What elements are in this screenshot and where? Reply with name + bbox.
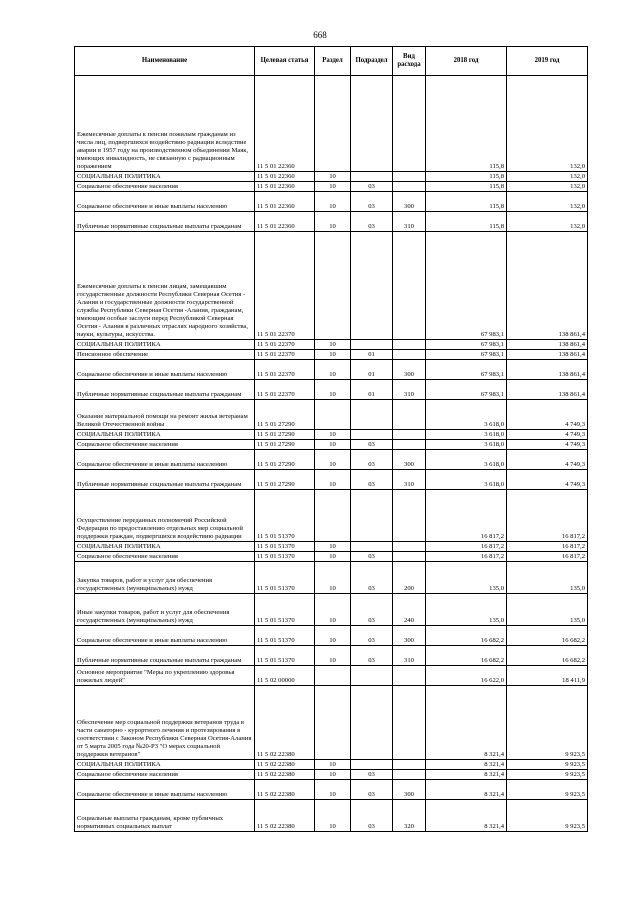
table-row — [75, 450, 588, 470]
row-2019: 4 749,3 — [507, 470, 588, 490]
row-expense-type — [393, 770, 426, 780]
row-2018: 135,0 — [426, 594, 507, 626]
row-expense-type — [393, 542, 426, 552]
table-row — [75, 490, 588, 542]
table-row — [75, 770, 588, 780]
row-expense-type — [393, 686, 426, 760]
row-2019: 16 682,2 — [507, 626, 588, 646]
row-2018: 135,0 — [426, 562, 507, 594]
table-row — [75, 440, 588, 450]
row-subsection — [351, 490, 393, 542]
row-name: СОЦИАЛЬНАЯ ПОЛИТИКА — [75, 760, 255, 770]
row-subsection: 03 — [351, 562, 393, 594]
table-header — [75, 47, 588, 76]
row-2019: 16 817,2 — [507, 552, 588, 562]
row-subsection: 01 — [351, 350, 393, 360]
row-section: 10 — [315, 542, 351, 552]
row-name: Социальное обеспечение населения — [75, 182, 255, 192]
row-2018: 3 618,0 — [426, 440, 507, 450]
row-target: 11 5 01 22360 — [255, 192, 315, 212]
row-expense-type — [393, 760, 426, 770]
table-row — [75, 470, 588, 490]
row-2018: 8 321,4 — [426, 770, 507, 780]
row-target: 11 5 01 22370 — [255, 380, 315, 400]
row-2019: 4 749,3 — [507, 450, 588, 470]
row-name: Иные закупки товаров, работ и услуг для обеспечения государственных (муниципальных) нужд — [75, 594, 255, 626]
row-2019: 9 923,5 — [507, 686, 588, 760]
row-target: 11 5 01 22370 — [255, 340, 315, 350]
row-name: Социальное обеспечение и иные выплаты населению — [75, 450, 255, 470]
row-section: 10 — [315, 380, 351, 400]
row-target: 11 5 01 27290 — [255, 400, 315, 430]
row-expense-type: 200 — [393, 562, 426, 594]
row-2019: 138 861,4 — [507, 380, 588, 400]
row-section: 10 — [315, 172, 351, 182]
row-expense-type — [393, 182, 426, 192]
row-2019: 135,0 — [507, 594, 588, 626]
row-target: 11 5 02 22380 — [255, 800, 315, 832]
row-subsection: 01 — [351, 360, 393, 380]
row-subsection — [351, 340, 393, 350]
row-subsection: 03 — [351, 552, 393, 562]
row-2018: 67 983,1 — [426, 360, 507, 380]
row-2018: 8 321,4 — [426, 686, 507, 760]
row-subsection — [351, 76, 393, 172]
row-2018: 16 622,0 — [426, 666, 507, 686]
table-row — [75, 430, 588, 440]
row-expense-type — [393, 340, 426, 350]
row-target: 11 5 01 51370 — [255, 594, 315, 626]
table-row — [75, 686, 588, 760]
table-body — [75, 76, 588, 832]
page-number: 668 — [313, 30, 327, 40]
row-subsection — [351, 232, 393, 340]
table-row — [75, 212, 588, 232]
row-expense-type: 300 — [393, 360, 426, 380]
row-2019: 132,0 — [507, 172, 588, 182]
row-2019: 138 861,4 — [507, 350, 588, 360]
row-target: 11 5 01 51370 — [255, 562, 315, 594]
row-target: 11 5 02 22380 — [255, 780, 315, 800]
row-2018: 67 983,1 — [426, 232, 507, 340]
row-expense-type — [393, 172, 426, 182]
row-2019: 16 682,2 — [507, 646, 588, 666]
table-row — [75, 626, 588, 646]
row-2018: 3 618,0 — [426, 430, 507, 440]
table-row — [75, 542, 588, 552]
row-name: Социальное обеспечение и иные выплаты населению — [75, 360, 255, 380]
row-expense-type: 310 — [393, 470, 426, 490]
row-2019: 4 749,3 — [507, 400, 588, 430]
row-section: 10 — [315, 450, 351, 470]
row-section: 10 — [315, 800, 351, 832]
table-row — [75, 350, 588, 360]
row-section — [315, 400, 351, 430]
row-expense-type — [393, 350, 426, 360]
row-2018: 67 983,1 — [426, 350, 507, 360]
row-section — [315, 686, 351, 760]
row-target: 11 5 01 22360 — [255, 212, 315, 232]
row-expense-type: 300 — [393, 780, 426, 800]
table-row — [75, 182, 588, 192]
row-expense-type — [393, 76, 426, 172]
row-name: Социальное обеспечение и иные выплаты населению — [75, 192, 255, 212]
row-target: 11 5 01 51370 — [255, 490, 315, 542]
row-subsection — [351, 400, 393, 430]
row-target: 11 5 02 22380 — [255, 760, 315, 770]
row-name: Осуществление переданных полномочий Российской Федерации по предоставлению отдельных мер социальной поддержки граждан, подвергшихся воздействию радиации — [75, 490, 255, 542]
row-2018: 16 817,2 — [426, 552, 507, 562]
row-2019: 9 923,5 — [507, 800, 588, 832]
table-row — [75, 760, 588, 770]
row-2018: 3 618,0 — [426, 400, 507, 430]
row-2018: 16 682,2 — [426, 626, 507, 646]
row-subsection — [351, 430, 393, 440]
table-row — [75, 232, 588, 340]
row-section: 10 — [315, 340, 351, 350]
row-2018: 16 682,2 — [426, 646, 507, 666]
row-2018: 8 321,4 — [426, 800, 507, 832]
row-2019: 138 861,4 — [507, 360, 588, 380]
row-2019: 132,0 — [507, 192, 588, 212]
row-expense-type: 320 — [393, 800, 426, 832]
row-subsection — [351, 172, 393, 182]
row-section: 10 — [315, 192, 351, 212]
row-section: 10 — [315, 646, 351, 666]
row-name: Закупка товаров, работ и услуг для обеспечения государственных (муниципальных) нужд — [75, 562, 255, 594]
row-2019: 18 411,9 — [507, 666, 588, 686]
row-section: 10 — [315, 360, 351, 380]
row-section: 10 — [315, 350, 351, 360]
row-target: 11 5 01 51370 — [255, 552, 315, 562]
row-target: 11 5 01 22360 — [255, 182, 315, 192]
row-name: Социальное обеспечение населения — [75, 552, 255, 562]
row-2019: 4 749,3 — [507, 440, 588, 450]
row-subsection: 03 — [351, 182, 393, 192]
table-row — [75, 666, 588, 686]
row-2018: 8 321,4 — [426, 760, 507, 770]
row-subsection: 03 — [351, 594, 393, 626]
header-expense-type: Вид расхода — [393, 47, 426, 76]
row-subsection: 03 — [351, 470, 393, 490]
row-2019: 132,0 — [507, 212, 588, 232]
row-subsection — [351, 760, 393, 770]
row-section — [315, 76, 351, 172]
row-2019: 138 861,4 — [507, 232, 588, 340]
row-target: 11 5 01 27290 — [255, 440, 315, 450]
row-2018: 3 618,0 — [426, 450, 507, 470]
table-row — [75, 380, 588, 400]
row-2019: 132,0 — [507, 76, 588, 172]
row-2019: 9 923,5 — [507, 780, 588, 800]
row-target: 11 5 02 22380 — [255, 770, 315, 780]
row-target: 11 5 01 22370 — [255, 232, 315, 340]
budget-table — [74, 46, 588, 832]
row-target: 11 5 01 27290 — [255, 430, 315, 440]
row-expense-type: 240 — [393, 594, 426, 626]
row-subsection — [351, 542, 393, 552]
table-row — [75, 172, 588, 182]
row-subsection: 03 — [351, 450, 393, 470]
row-target: 11 5 01 22360 — [255, 76, 315, 172]
row-expense-type — [393, 490, 426, 542]
row-expense-type: 310 — [393, 646, 426, 666]
row-name: СОЦИАЛЬНАЯ ПОЛИТИКА — [75, 542, 255, 552]
row-section: 10 — [315, 626, 351, 646]
table-row — [75, 192, 588, 212]
row-section: 10 — [315, 770, 351, 780]
row-target: 11 5 01 51370 — [255, 542, 315, 552]
row-subsection — [351, 666, 393, 686]
row-name: Основное мероприятие "Меры по укреплению здоровья пожилых людей" — [75, 666, 255, 686]
row-name: Публичные нормативные социальные выплаты гражданам — [75, 646, 255, 666]
row-2018: 115,8 — [426, 212, 507, 232]
row-section — [315, 232, 351, 340]
row-section: 10 — [315, 430, 351, 440]
row-target: 11 5 01 51370 — [255, 626, 315, 646]
row-subsection: 03 — [351, 192, 393, 212]
row-2019: 16 817,2 — [507, 490, 588, 542]
table-row — [75, 562, 588, 594]
row-name: Публичные нормативные социальные выплаты гражданам — [75, 380, 255, 400]
row-name: Публичные нормативные социальные выплаты гражданам — [75, 212, 255, 232]
row-expense-type: 300 — [393, 626, 426, 646]
row-2019: 4 749,3 — [507, 430, 588, 440]
row-target: 11 5 01 27290 — [255, 450, 315, 470]
row-target: 11 5 02 00000 — [255, 666, 315, 686]
row-expense-type: 300 — [393, 450, 426, 470]
row-2018: 16 817,2 — [426, 542, 507, 552]
row-name: СОЦИАЛЬНАЯ ПОЛИТИКА — [75, 172, 255, 182]
row-section: 10 — [315, 552, 351, 562]
row-name: Социальное обеспечение населения — [75, 770, 255, 780]
row-subsection: 03 — [351, 626, 393, 646]
table-row — [75, 780, 588, 800]
row-name: СОЦИАЛЬНАЯ ПОЛИТИКА — [75, 430, 255, 440]
row-2018: 67 983,1 — [426, 380, 507, 400]
table-row — [75, 594, 588, 626]
row-expense-type — [393, 430, 426, 440]
row-2018: 16 817,2 — [426, 490, 507, 542]
row-target: 11 5 01 22360 — [255, 172, 315, 182]
table-row — [75, 646, 588, 666]
header-subsection: Подраздел — [351, 47, 393, 76]
row-section: 10 — [315, 562, 351, 594]
row-target: 11 5 01 51370 — [255, 646, 315, 666]
row-section: 10 — [315, 440, 351, 450]
row-name: Социальное обеспечение и иные выплаты населению — [75, 780, 255, 800]
row-subsection: 03 — [351, 646, 393, 666]
row-expense-type — [393, 232, 426, 340]
row-2019: 132,0 — [507, 182, 588, 192]
row-name: Пенсионное обеспечение — [75, 350, 255, 360]
row-2019: 138 861,4 — [507, 340, 588, 350]
row-name: СОЦИАЛЬНАЯ ПОЛИТИКА — [75, 340, 255, 350]
header-2019: 2019 год — [507, 47, 588, 76]
table-row — [75, 400, 588, 430]
row-name: Публичные нормативные социальные выплаты гражданам — [75, 470, 255, 490]
row-expense-type — [393, 552, 426, 562]
row-name: Ежемесячные доплаты к пенсии лицам, замещавшим государственные должности Республики Северная Осетия - Алания и государственные должности государственной службы Республики Северная Осетия -Алания, гражданам, имеющим особые заслуги перед Республикой Северная Осетия - Алания в различных отраслях народного хозяйства, науки, культуры, искусства. — [75, 232, 255, 340]
row-subsection: 03 — [351, 770, 393, 780]
row-2018: 115,8 — [426, 172, 507, 182]
row-section — [315, 490, 351, 542]
row-target: 11 5 01 27290 — [255, 470, 315, 490]
row-name: Оказание материальной помощи на ремонт жилья ветеранам Великой Отечественной войны — [75, 400, 255, 430]
table-row — [75, 360, 588, 380]
row-2018: 67 983,1 — [426, 340, 507, 350]
row-section — [315, 666, 351, 686]
row-subsection — [351, 686, 393, 760]
row-section: 10 — [315, 182, 351, 192]
row-expense-type: 310 — [393, 212, 426, 232]
table-row — [75, 76, 588, 172]
row-section: 10 — [315, 594, 351, 626]
header-2018: 2018 год — [426, 47, 507, 76]
row-subsection: 03 — [351, 440, 393, 450]
row-2019: 135,0 — [507, 562, 588, 594]
row-name: Ежемесячные доплаты к пенсии пожилым гражданам из числа лиц, подвергшихся воздействию радиации вследствие аварии в 1957 году на производственном объединении Маяк, имеющих инвалидность, не связанную с радиационным поражением — [75, 76, 255, 172]
row-subsection: 03 — [351, 212, 393, 232]
row-section: 10 — [315, 760, 351, 770]
row-2019: 16 817,2 — [507, 542, 588, 552]
table-row — [75, 340, 588, 350]
row-2018: 3 618,0 — [426, 470, 507, 490]
row-subsection: 03 — [351, 780, 393, 800]
row-subsection: 03 — [351, 800, 393, 832]
row-name: Социальное обеспечение населения — [75, 440, 255, 450]
row-subsection: 01 — [351, 380, 393, 400]
row-expense-type: 310 — [393, 380, 426, 400]
row-section: 10 — [315, 780, 351, 800]
row-expense-type — [393, 400, 426, 430]
table-row — [75, 552, 588, 562]
row-expense-type: 300 — [393, 192, 426, 212]
row-section: 10 — [315, 470, 351, 490]
header-section: Раздел — [315, 47, 351, 76]
row-target: 11 5 01 22370 — [255, 350, 315, 360]
row-name: Социальное обеспечение и иные выплаты населению — [75, 626, 255, 646]
header-name: Наименование — [75, 47, 255, 76]
row-expense-type — [393, 440, 426, 450]
row-2018: 115,8 — [426, 182, 507, 192]
row-expense-type — [393, 666, 426, 686]
row-2018: 8 321,4 — [426, 780, 507, 800]
row-2019: 9 923,5 — [507, 760, 588, 770]
row-2018: 115,8 — [426, 192, 507, 212]
row-target: 11 5 02 22380 — [255, 686, 315, 760]
table-row — [75, 800, 588, 832]
header-target: Целевая статья — [255, 47, 315, 76]
row-2018: 115,8 — [426, 76, 507, 172]
row-name: Обеспечение мер социальной поддержки ветеранов труда в части санаторно - курортного лечения и протезирования в соответствии с Законом Республики Северная Осетия-Алания от 5 марта 2005 года №20-РЗ "О мерах социальной поддержки ветеранов" — [75, 686, 255, 760]
row-name: Социальные выплаты гражданам, кроме публичных нормативных социальных выплат — [75, 800, 255, 832]
row-target: 11 5 01 22370 — [255, 360, 315, 380]
row-section: 10 — [315, 212, 351, 232]
row-2019: 9 923,5 — [507, 770, 588, 780]
header-row — [75, 47, 588, 76]
